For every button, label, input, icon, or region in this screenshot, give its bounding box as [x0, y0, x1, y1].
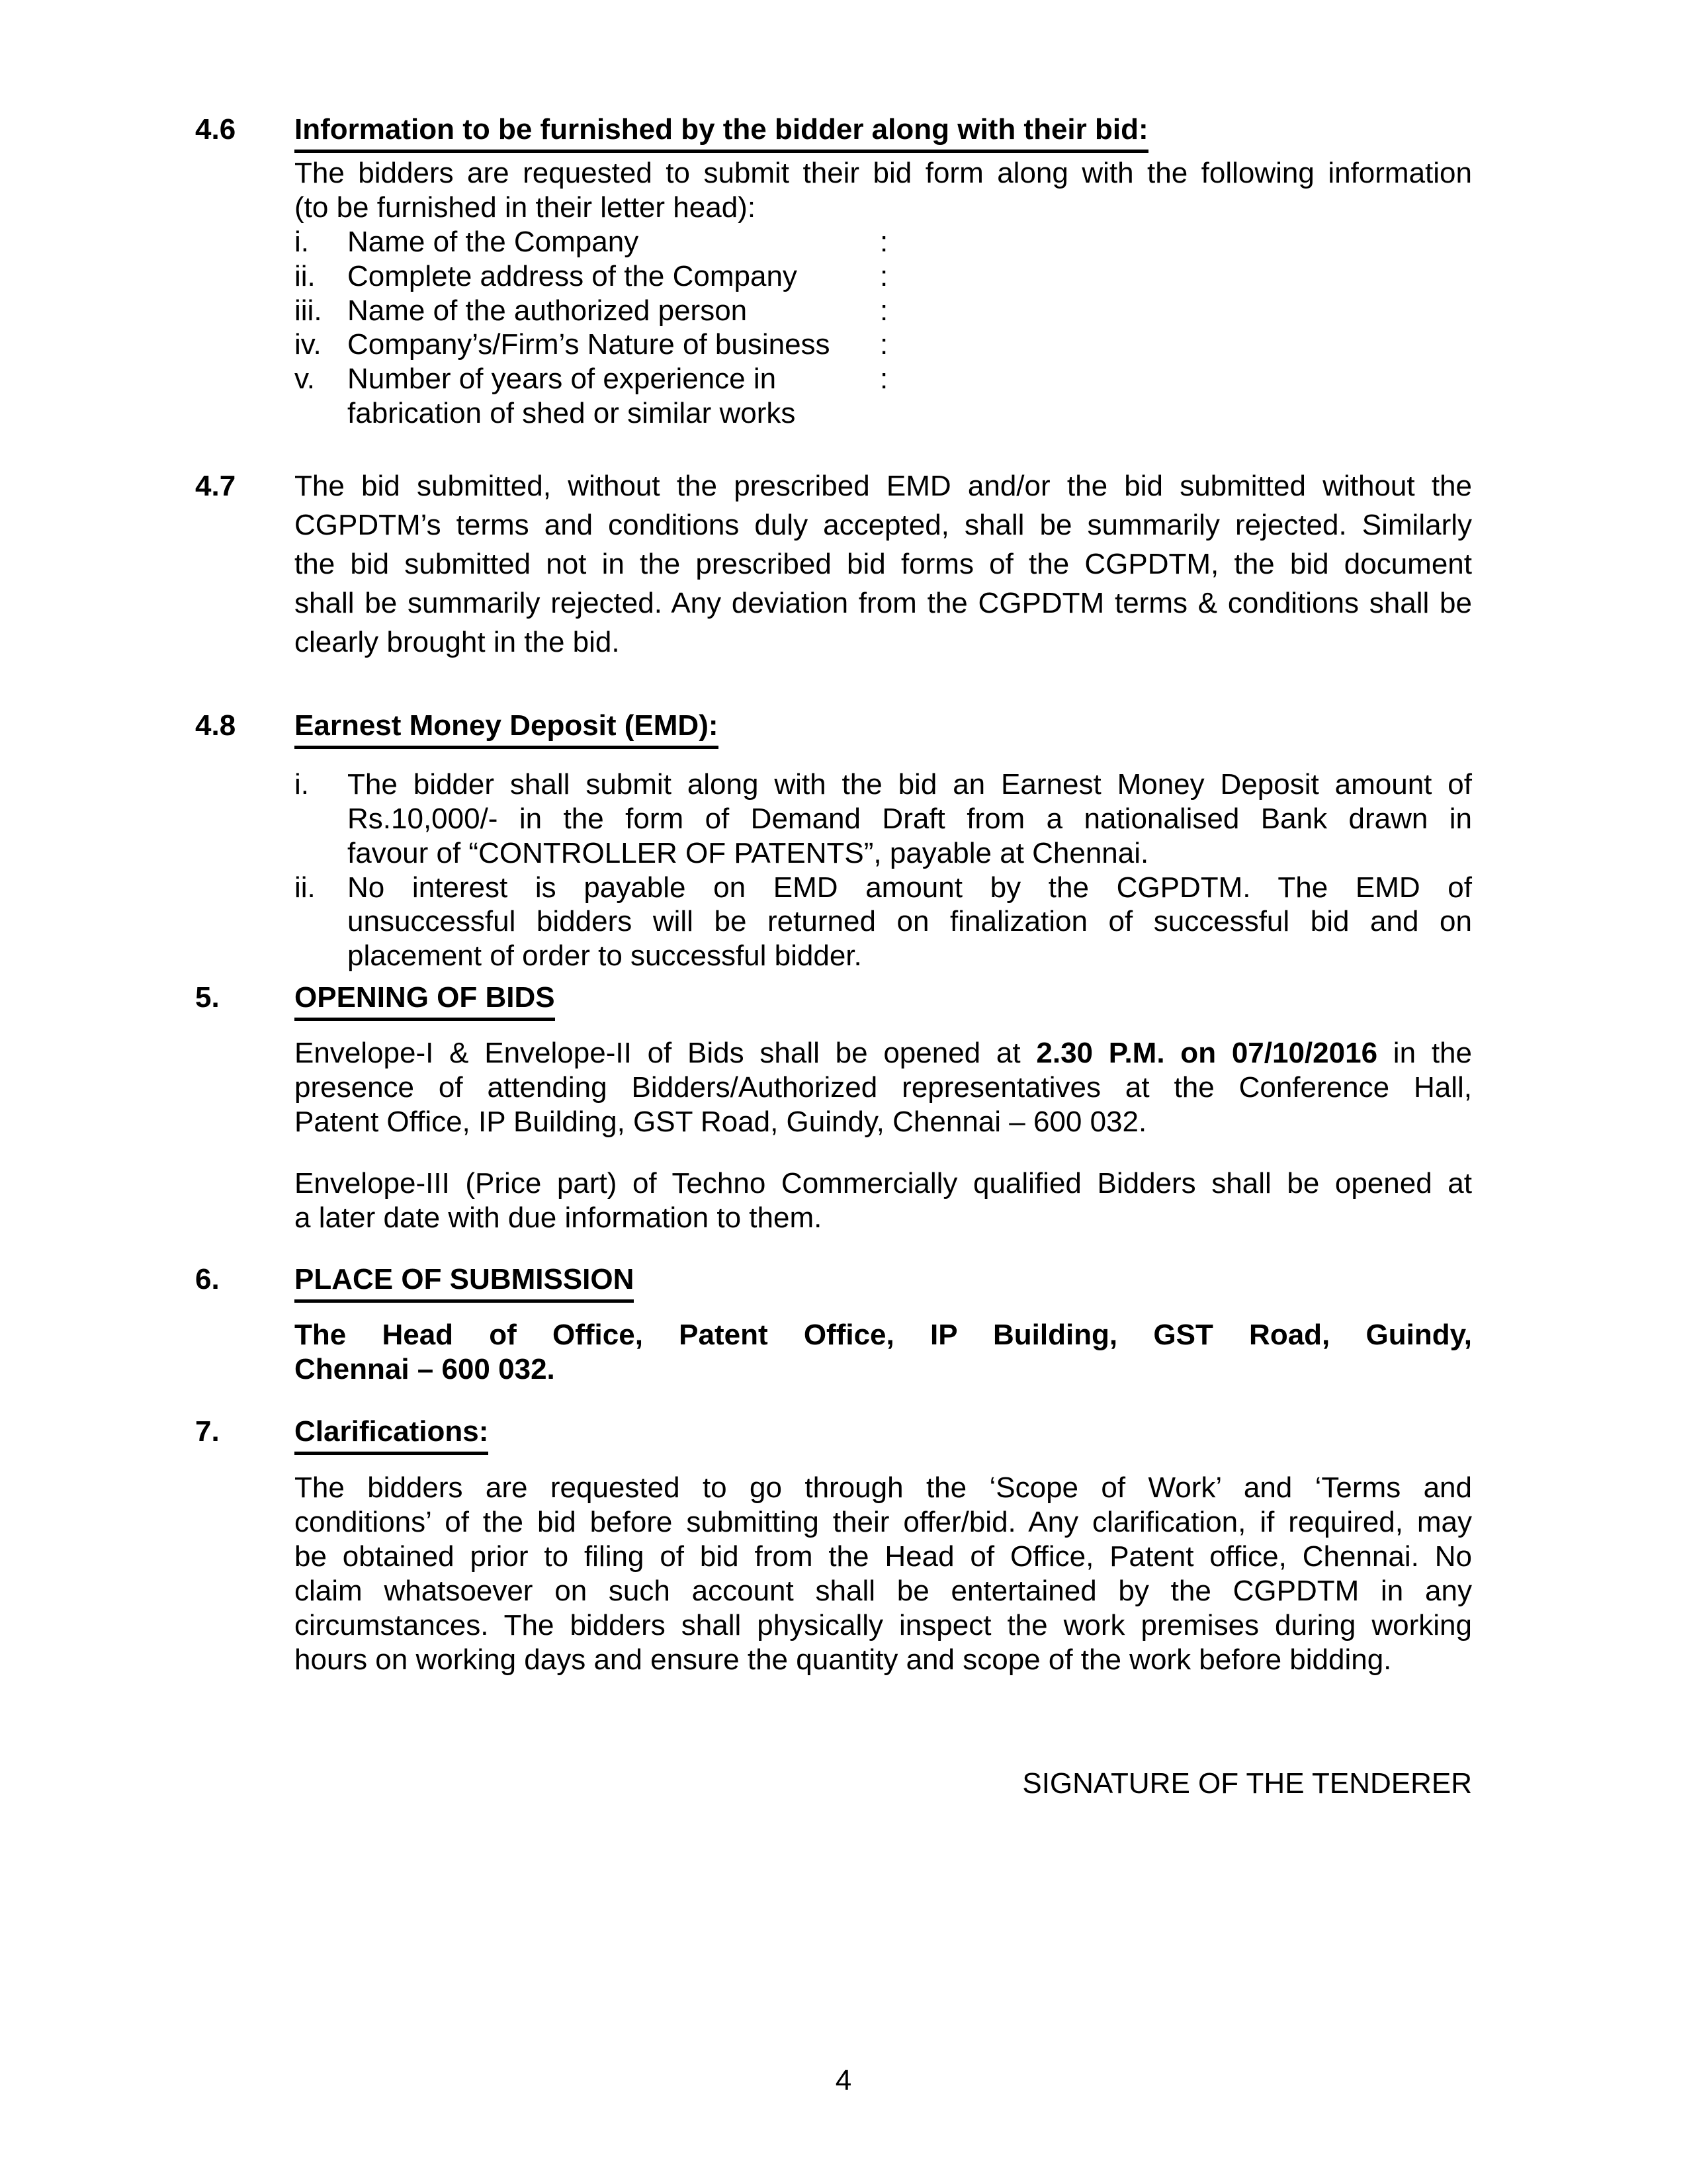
text-line: placement of order to successful bidder.: [347, 939, 862, 973]
section-4-6-heading: [294, 112, 1472, 147]
list-item-numeral: v.: [294, 363, 315, 396]
section-4-8-heading: [294, 709, 1472, 743]
text-line: [294, 1036, 1472, 1070]
section-4-7-paragraph: [294, 467, 1472, 662]
list-item-numeral: i.: [294, 767, 309, 801]
section-4-8-number: 4.8: [195, 709, 236, 742]
text-line: presence of attending Bidders/Authorized representatives at the Conference Hall,: [294, 1071, 1472, 1104]
section-4-6-list: [294, 225, 1472, 431]
text-line: unsuccessful bidders will be returned on finalization of successful bid and on: [347, 905, 1472, 938]
list-item-numeral: ii.: [294, 259, 316, 292]
section-5-heading-text: OPENING OF BIDS: [294, 981, 555, 1021]
section-6: [195, 1262, 1472, 1387]
section-5-heading: [294, 981, 1472, 1015]
opening-line-post: in the: [1377, 1037, 1472, 1070]
list-item-numeral: i.: [294, 225, 309, 258]
list-item-numeral: ii.: [294, 871, 316, 904]
text-line: Envelope-III (Price part) of Techno Commercially qualified Bidders shall be opened at: [294, 1166, 1472, 1200]
text-line: The bidders are requested to go through the ‘Scope of Work’ and ‘Terms and: [294, 1471, 1472, 1505]
list-item: [294, 259, 1472, 294]
section-4-6: [195, 112, 1472, 431]
emd-item-ii-text: [347, 871, 1472, 974]
list-item-label: Name of the authorized person: [347, 294, 748, 327]
section-4-8: [195, 709, 1472, 973]
opening-datetime: 2.30 P.M. on 07/10/2016: [1036, 1037, 1378, 1070]
section-7-heading: [294, 1415, 1472, 1449]
list-item-numeral: iv.: [294, 328, 322, 361]
list-item-colon: :: [880, 328, 888, 361]
emd-item-i-text: [347, 767, 1472, 871]
text-line: be obtained prior to filing of bid from the Head of Office, Patent office, Chennai. No: [294, 1540, 1472, 1573]
text-line: Patent Office, IP Building, GST Road, Guindy, Chennai – 600 032.: [294, 1105, 1147, 1138]
text-line: circumstances. The bidders shall physically inspect the work premises during working: [294, 1608, 1472, 1641]
opening-paragraph-2: [294, 1166, 1472, 1235]
text-line: shall be summarily rejected. Any deviation from the CGPDTM terms & conditions shall be: [294, 587, 1472, 620]
text-line: The Head of Office, Patent Office, IP Building, GST Road, Guindy,: [294, 1318, 1472, 1351]
list-item-colon: :: [880, 363, 888, 396]
text-line: clearly brought in the bid.: [294, 625, 620, 658]
text-line: (to be furnished in their letter head):: [294, 191, 756, 224]
list-item-numeral: iii.: [294, 294, 322, 327]
opening-line-pre: Envelope-I & Envelope-II of Bids shall be opened at: [294, 1037, 1037, 1070]
text-line: conditions’ of the bid before submitting their offer/bid. Any clarification, if required, may: [294, 1506, 1472, 1539]
text-line: No interest is payable on EMD amount by the CGPDTM. The EMD of: [347, 871, 1472, 904]
list-item-label: Complete address of the Company: [347, 259, 797, 292]
text-line: Rs.10,000/- in the form of Demand Draft from a nationalised Bank drawn in: [347, 802, 1472, 835]
section-7-heading-text: Clarifications:: [294, 1415, 488, 1455]
list-item: [294, 294, 1472, 328]
section-6-number: 6.: [195, 1262, 220, 1295]
section-4-7: [195, 467, 1472, 662]
list-item-colon: :: [880, 294, 888, 327]
signature-line: SIGNATURE OF THE TENDERER: [1022, 1767, 1472, 1800]
text-line: hours on working days and ensure the quantity and scope of the work before bidding.: [294, 1643, 1392, 1676]
text-line: the bid submitted not in the prescribed bid forms of the CGPDTM, the bid document: [294, 548, 1472, 581]
text-line: a later date with due information to them.: [294, 1201, 822, 1234]
section-4-7-number: 4.7: [195, 470, 236, 503]
list-item: [294, 328, 1472, 362]
text-line: favour of “CONTROLLER OF PATENTS”, payable at Chennai.: [347, 836, 1149, 869]
section-5: [195, 981, 1472, 1235]
emd-item-ii: [294, 871, 1472, 974]
list-item-label: Name of the Company: [347, 225, 639, 258]
submission-address: [294, 1318, 1472, 1387]
opening-paragraph-1: [294, 1036, 1472, 1139]
section-6-heading-text: PLACE OF SUBMISSION: [294, 1263, 634, 1303]
page-number: 4: [835, 2064, 852, 2097]
list-item: [294, 225, 1472, 259]
section-4-6-number: 4.6: [195, 113, 236, 146]
section-7-number: 7.: [195, 1415, 220, 1448]
emd-item-i: [294, 767, 1472, 871]
section-4-8-heading-text: Earnest Money Deposit (EMD):: [294, 709, 718, 749]
text-line: The bid submitted, without the prescribed EMD and/or the bid submitted without the: [294, 470, 1472, 503]
list-item: [294, 362, 1472, 431]
text-line: Chennai – 600 032.: [294, 1352, 555, 1385]
clarifications-paragraph: [294, 1471, 1472, 1677]
text-line: The bidders are requested to submit their bid form along with the following information: [294, 156, 1472, 189]
text-line: The bidder shall submit along with the bid an Earnest Money Deposit amount of: [347, 767, 1472, 801]
list-item-colon: :: [880, 259, 888, 292]
section-6-heading: [294, 1262, 1472, 1297]
section-5-number: 5.: [195, 981, 220, 1014]
section-4-6-intro: [294, 156, 1472, 225]
text-line: claim whatsoever on such account shall be entertained by the CGPDTM in any: [294, 1575, 1472, 1608]
list-item-label: Company’s/Firm’s Nature of business: [347, 328, 830, 361]
text-line: CGPDTM’s terms and conditions duly accepted, shall be summarily rejected. Similarly: [294, 509, 1472, 542]
section-7: [195, 1415, 1472, 1800]
list-item-label: Number of years of experience in fabrication of shed or similar works: [347, 363, 796, 430]
section-4-6-heading-text: Information to be furnished by the bidder along with their bid:: [294, 113, 1148, 153]
list-item-colon: :: [880, 225, 888, 258]
